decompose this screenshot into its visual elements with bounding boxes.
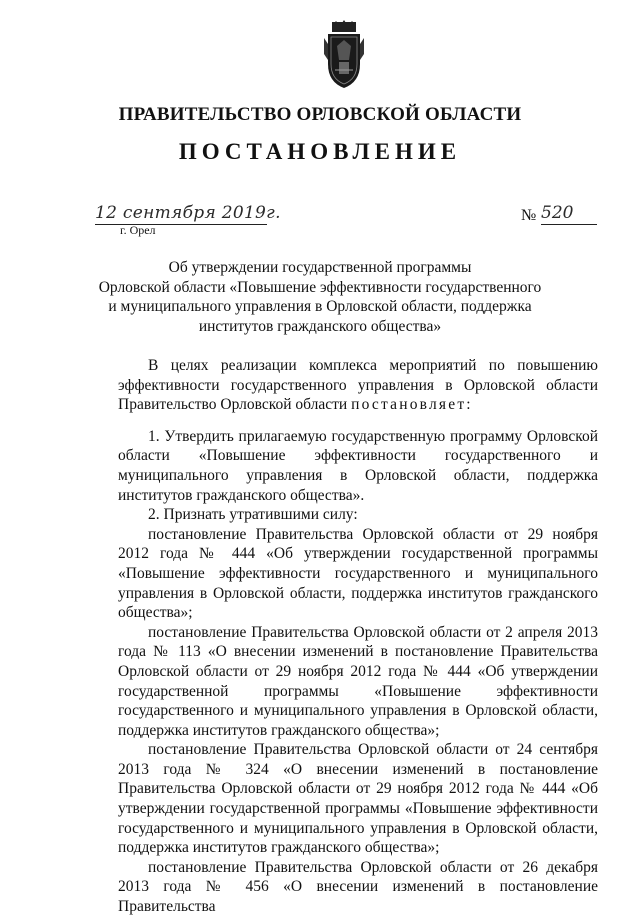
decree-word: постановляет:: [351, 396, 473, 414]
number-sign: №: [521, 207, 537, 224]
clause-2: 2. Признать утратившими силу:: [148, 506, 358, 524]
subject-line: Орловской области «Повышение эффективности государственного: [98, 278, 542, 296]
government-title: ПРАВИТЕЛЬСТВО ОРЛОВСКОЙ ОБЛАСТИ: [118, 104, 522, 125]
preamble-text: В целях реализации комплекса мероприятий по повышению эффективности государственного управления в Орловской области Правительство Орловской области: [118, 357, 598, 414]
coat-of-arms-icon: [322, 20, 366, 90]
repealed-item: постановление Правительства Орловской области от 24 сентября 2013 года № 324 «О внесении изменений в постановление Правительства Орловской области от 29 ноября 2012 года № 444 «Об утверждении государственной программы «Повышение эффективности государственного и муниципального управления в Орловской области, поддержка институтов гражданского общества»;: [118, 741, 598, 857]
subject-line: Об утверждении государственной программы: [168, 259, 472, 276]
handwritten-date: 12 сентября 2019г.: [95, 203, 281, 223]
repealed-item: постановление Правительства Орловской области от 26 декабря 2013 года № 456 «О внесении изменений в постановление Правительства: [118, 858, 598, 916]
document-subject: [0, 258, 640, 336]
number-underline: [541, 224, 597, 225]
subject-line: и муниципального управления в Орловской области, поддержка: [108, 298, 532, 315]
clause-1: 1. Утвердить прилагаемую государственную программу Орловской области «Повышение эффективности государственного и муниципального управления в Орловской области, поддержка институтов гражданского общества».: [118, 427, 598, 504]
city-label: г. Орел: [120, 223, 156, 237]
document-number: [521, 205, 597, 227]
subject-line: институтов гражданского общества»: [198, 317, 442, 335]
handwritten-number: 520: [541, 203, 574, 223]
repealed-item: постановление Правительства Орловской области от 29 ноября 2012 года № 444 «Об утверждении государственной программы «Повышение эффективности государственного и муниципального управления в Орловской области, поддержка институтов гражданского общества»;: [118, 525, 598, 622]
repealed-item: постановление Правительства Орловской области от 2 апреля 2013 года № 113 «О внесении изменений в постановление Правительства Орловской области от 29 ноября 2012 года № 444 «Об утверждении государственной программы «Повышение эффективности государственного и муниципального управления в Орловской области, поддержка институтов гражданского общества»;: [118, 623, 598, 739]
document-body: [118, 356, 598, 917]
document-type-title: ПОСТАНОВЛЕНИЕ: [178, 139, 462, 164]
preamble-paragraph: [118, 356, 598, 415]
